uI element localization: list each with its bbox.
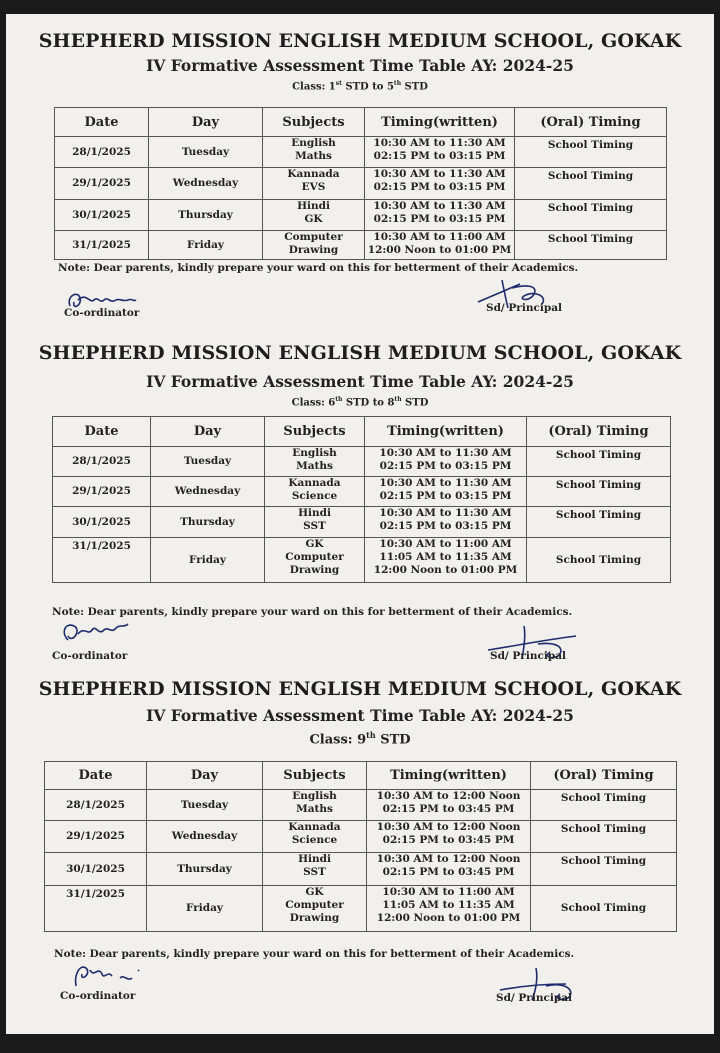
subject: English <box>292 790 337 802</box>
day-cell: Thursday <box>147 853 263 886</box>
class-label: Class: 6th STD to 8th STD <box>291 396 429 409</box>
timing-cell <box>365 538 527 583</box>
header-subjects: Subjects <box>263 762 367 790</box>
oral-cell: School Timing <box>531 886 677 932</box>
timing-cell <box>365 507 527 538</box>
timing: 02:15 PM to 03:15 PM <box>373 150 506 162</box>
day-cell: Tuesday <box>149 137 263 168</box>
oral-cell: School Timing <box>531 821 677 853</box>
table-row <box>55 137 667 168</box>
date-cell: 30/1/2025 <box>55 200 149 231</box>
subjects-cell <box>265 447 365 477</box>
subject: Computer <box>285 551 344 563</box>
subjects-cell <box>265 538 365 583</box>
subject: Kannada <box>288 477 341 489</box>
day-cell: Friday <box>149 231 263 260</box>
date-cell: 29/1/2025 <box>55 168 149 200</box>
subject: Maths <box>295 150 332 162</box>
header-oral-timing: (Oral) Timing <box>527 417 671 447</box>
header-date: Date <box>55 108 149 137</box>
school-name: SHEPHERD MISSION ENGLISH MEDIUM SCHOOL, GOKAK <box>38 678 682 700</box>
timing: 10:30 AM to 12:00 Noon <box>376 853 521 865</box>
date-cell: 31/1/2025 <box>53 538 151 583</box>
oral-cell: School Timing <box>531 853 677 886</box>
subjects-cell <box>263 137 365 168</box>
timetable-sheet <box>6 14 714 1034</box>
day-cell: Friday <box>151 538 265 583</box>
timing-cell <box>365 137 515 168</box>
date-cell: 29/1/2025 <box>45 821 147 853</box>
subject: Maths <box>296 460 333 472</box>
coordinator-signature <box>68 960 148 990</box>
timing: 10:30 AM to 11:30 AM <box>379 477 512 489</box>
class-label: Class: 1st STD to 5th STD <box>292 80 428 93</box>
date-cell: 31/1/2025 <box>45 886 147 932</box>
subjects-cell <box>265 507 365 538</box>
timing: 11:05 AM to 11:35 AM <box>382 899 515 911</box>
timing-cell <box>367 790 531 821</box>
oral-cell: School Timing <box>527 477 671 507</box>
principal-label: Sd/ Principal <box>486 302 562 314</box>
parents-note: Note: Dear parents, kindly prepare your ward on this for betterment of their Academics. <box>54 948 575 960</box>
timing: 12:00 Noon to 01:00 PM <box>367 244 512 256</box>
subject: EVS <box>301 181 326 193</box>
principal-label: Sd/ Principal <box>490 650 566 662</box>
subject: Hindi <box>297 200 330 212</box>
header-day: Day <box>149 108 263 137</box>
oral-cell: School Timing <box>527 538 671 583</box>
day-cell: Thursday <box>149 200 263 231</box>
date-cell: 30/1/2025 <box>45 853 147 886</box>
oral-cell: School Timing <box>515 168 667 200</box>
header-timing-written: Timing(written) <box>365 417 527 447</box>
table-row <box>55 231 667 260</box>
day-cell: Wednesday <box>147 821 263 853</box>
principal-label: Sd/ Principal <box>496 992 572 1004</box>
section-2 <box>6 340 714 670</box>
day-cell: Tuesday <box>147 790 263 821</box>
school-name: SHEPHERD MISSION ENGLISH MEDIUM SCHOOL, GOKAK <box>38 30 682 52</box>
table-row <box>53 447 671 477</box>
subjects-cell <box>263 853 367 886</box>
subjects-cell <box>263 886 367 932</box>
oral-cell: School Timing <box>515 137 667 168</box>
table-row <box>53 477 671 507</box>
timing-cell <box>365 477 527 507</box>
subject: Drawing <box>289 564 340 576</box>
subjects-cell <box>263 821 367 853</box>
day-cell: Wednesday <box>149 168 263 200</box>
subject: Computer <box>284 231 343 243</box>
timing: 02:15 PM to 03:45 PM <box>382 803 515 815</box>
header-date: Date <box>45 762 147 790</box>
table-row <box>55 168 667 200</box>
header-date: Date <box>53 417 151 447</box>
timing-cell <box>367 821 531 853</box>
date-cell: 28/1/2025 <box>55 137 149 168</box>
timing-cell <box>367 853 531 886</box>
subject: English <box>291 137 336 149</box>
timing-cell <box>365 168 515 200</box>
timing: 10:30 AM to 11:00 AM <box>379 538 512 550</box>
header-timing-written: Timing(written) <box>367 762 531 790</box>
date-cell: 30/1/2025 <box>53 507 151 538</box>
subject: English <box>292 447 337 459</box>
subject: SST <box>303 866 326 878</box>
date-cell: 29/1/2025 <box>53 477 151 507</box>
table-row <box>45 821 677 853</box>
timetable <box>44 761 677 932</box>
timing: 12:00 Noon to 01:00 PM <box>376 912 521 924</box>
date-cell: 28/1/2025 <box>53 447 151 477</box>
subject: Science <box>291 490 338 502</box>
timing: 10:30 AM to 12:00 Noon <box>376 821 521 833</box>
day-cell: Friday <box>147 886 263 932</box>
coordinator-signature <box>58 618 138 648</box>
oral-cell: School Timing <box>515 231 667 260</box>
timing-cell <box>367 886 531 932</box>
subject: GK <box>305 886 324 898</box>
timing-cell <box>365 231 515 260</box>
subjects-cell <box>263 790 367 821</box>
table-row <box>45 886 677 932</box>
header-day: Day <box>147 762 263 790</box>
timing: 10:30 AM to 11:00 AM <box>373 231 506 243</box>
parents-note: Note: Dear parents, kindly prepare your ward on this for betterment of their Academics. <box>58 262 579 274</box>
header-subjects: Subjects <box>263 108 365 137</box>
timetable <box>54 107 667 260</box>
timing: 10:30 AM to 12:00 Noon <box>376 790 521 802</box>
oral-cell: School Timing <box>531 790 677 821</box>
day-cell: Thursday <box>151 507 265 538</box>
subject: Computer <box>285 899 344 911</box>
table-row <box>45 790 677 821</box>
table-row <box>55 200 667 231</box>
section-1 <box>6 14 714 324</box>
header-oral-timing: (Oral) Timing <box>515 108 667 137</box>
section-3 <box>6 676 714 1034</box>
subjects-cell <box>265 477 365 507</box>
timing: 02:15 PM to 03:45 PM <box>382 834 515 846</box>
coordinator-label: Co-ordinator <box>52 650 128 662</box>
subject: Drawing <box>288 244 339 256</box>
timing: 02:15 PM to 03:15 PM <box>373 213 506 225</box>
oral-cell: School Timing <box>527 447 671 477</box>
oral-cell: School Timing <box>527 507 671 538</box>
timing: 10:30 AM to 11:30 AM <box>379 447 512 459</box>
table-row <box>45 853 677 886</box>
timing: 12:00 Noon to 01:00 PM <box>373 564 518 576</box>
timing: 11:05 AM to 11:35 AM <box>379 551 512 563</box>
header-subjects: Subjects <box>265 417 365 447</box>
parents-note: Note: Dear parents, kindly prepare your ward on this for betterment of their Academics. <box>52 606 573 618</box>
assessment-title: IV Formative Assessment Time Table AY: 2024-25 <box>146 372 574 391</box>
header-timing-written: Timing(written) <box>365 108 515 137</box>
subject: Hindi <box>298 507 331 519</box>
coordinator-label: Co-ordinator <box>60 990 136 1002</box>
timing: 10:30 AM to 11:30 AM <box>373 137 506 149</box>
subject: Kannada <box>287 168 340 180</box>
subject: Kannada <box>288 821 341 833</box>
assessment-title: IV Formative Assessment Time Table AY: 2024-25 <box>146 706 574 725</box>
timing: 10:30 AM to 11:30 AM <box>373 200 506 212</box>
timing-cell <box>365 200 515 231</box>
timing: 02:15 PM to 03:15 PM <box>379 460 512 472</box>
timetable <box>52 416 671 583</box>
timing: 10:30 AM to 11:00 AM <box>382 886 515 898</box>
day-cell: Wednesday <box>151 477 265 507</box>
timing: 02:15 PM to 03:15 PM <box>379 520 512 532</box>
subject: SST <box>303 520 326 532</box>
header-oral-timing: (Oral) Timing <box>531 762 677 790</box>
subject: Drawing <box>289 912 340 924</box>
table-row <box>53 507 671 538</box>
timing: 02:15 PM to 03:15 PM <box>373 181 506 193</box>
subject: Hindi <box>298 853 331 865</box>
subjects-cell <box>263 231 365 260</box>
timing-cell <box>365 447 527 477</box>
school-name: SHEPHERD MISSION ENGLISH MEDIUM SCHOOL, GOKAK <box>38 342 682 364</box>
class-label: Class: 9th STD <box>309 730 411 748</box>
subject: GK <box>304 213 323 225</box>
timing: 10:30 AM to 11:30 AM <box>373 168 506 180</box>
timing: 10:30 AM to 11:30 AM <box>379 507 512 519</box>
oral-cell: School Timing <box>515 200 667 231</box>
subject: Maths <box>296 803 333 815</box>
assessment-title: IV Formative Assessment Time Table AY: 2024-25 <box>146 56 574 75</box>
timing: 02:15 PM to 03:45 PM <box>382 866 515 878</box>
subjects-cell <box>263 168 365 200</box>
date-cell: 31/1/2025 <box>55 231 149 260</box>
day-cell: Tuesday <box>151 447 265 477</box>
table-row <box>53 538 671 583</box>
subject: Science <box>291 834 338 846</box>
header-day: Day <box>151 417 265 447</box>
timing: 02:15 PM to 03:15 PM <box>379 490 512 502</box>
subject: GK <box>305 538 324 550</box>
date-cell: 28/1/2025 <box>45 790 147 821</box>
subjects-cell <box>263 200 365 231</box>
coordinator-label: Co-ordinator <box>64 307 140 319</box>
